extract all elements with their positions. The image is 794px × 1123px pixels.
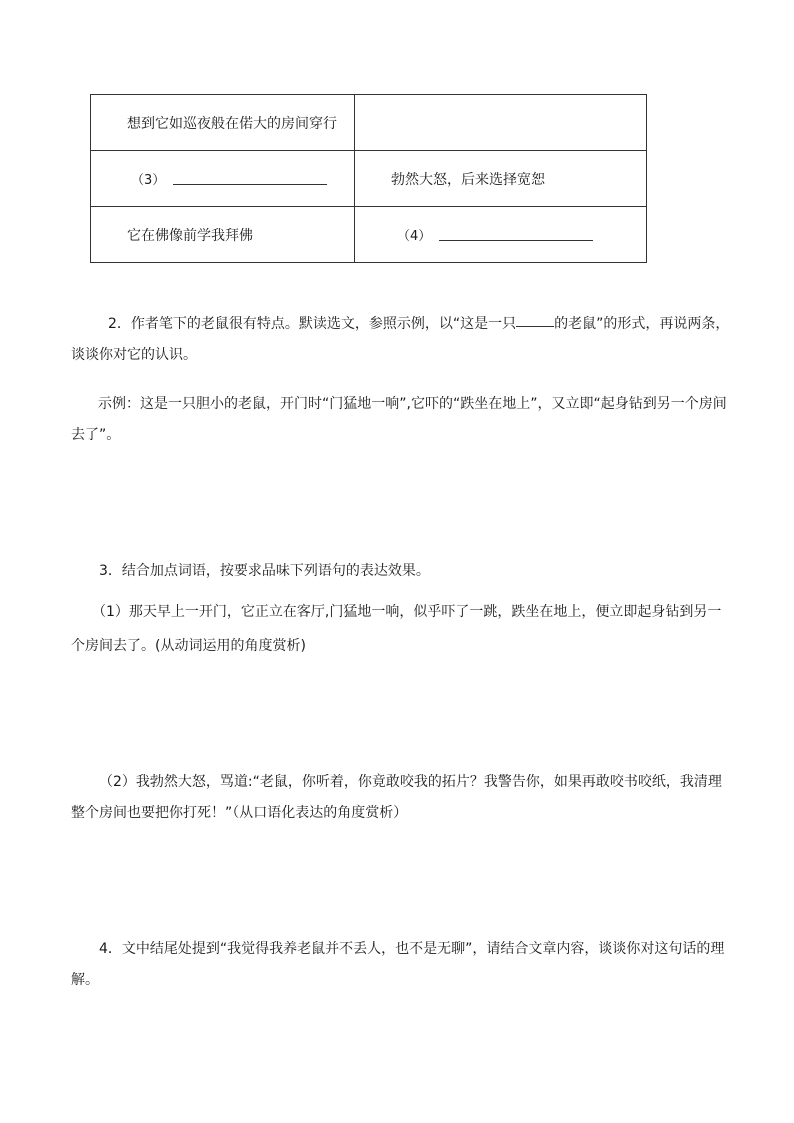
blank-number-label: （4） [397, 229, 432, 244]
answer-blank-line[interactable] [439, 239, 593, 241]
table-cell [91, 207, 355, 263]
question-3-sub-2-line-1: （2）我勃然大怒，骂道:“老鼠，你听着，你竟敢咬我的拓片？我警告你，如果再敢咬书咬纸，我清理 [99, 774, 722, 790]
cell-text: 勃然大怒，后来选择宽恕 [391, 171, 545, 188]
cell-text: 想到它如巡夜般在偌大的房间穿行 [127, 115, 337, 132]
table-cell [91, 151, 355, 207]
cell-blank-4 [355, 225, 646, 244]
table-cell [355, 207, 647, 263]
question-4-line-1: 4．文中结尾处提到“我觉得我养老鼠并不丢人，也不是无聊”，请结合文章内容，谈谈你对这句话的理 [99, 941, 725, 957]
table-row [91, 207, 647, 263]
cell-text: 它在佛像前学我拜佛 [127, 227, 253, 244]
question-4-line-2: 解。 [71, 972, 99, 988]
example-line-2: 去了”。 [71, 427, 121, 443]
cell-blank-3 [91, 169, 354, 188]
question-3-sub-1-line-2: 个房间去了。(从动词运用的角度赏析) [71, 638, 306, 654]
question-2-line-2: 谈谈你对它的认识。 [71, 347, 197, 363]
question-2-line-1 [108, 309, 760, 340]
example-line-1: 示例：这是一只胆小的老鼠，开门时“门猛地一响”,它吓的“跌坐在地上”，又立即“起身钻到另一个房间 [98, 396, 727, 412]
question-3-sub-1-line-1: （1）那天早上一开门，它正立在客厅,门猛地一响，似乎吓了一跳，跌坐在地上，便立即起身钻到另一 [92, 604, 722, 620]
table-row [91, 95, 647, 151]
table-cell [355, 151, 647, 207]
question-3-sub-2-line-2: 整个房间也要把你打死！”（从口语化表达的角度赏析） [71, 805, 408, 821]
blank-number-label: （3） [131, 173, 166, 188]
question-2-text-a: 2．作者笔下的老鼠很有特点。默读选文，参照示例，以“这是一只 [108, 316, 517, 332]
answer-table [90, 94, 647, 263]
table-row [91, 151, 647, 207]
table-cell [91, 95, 355, 151]
question-2-text-b: 的老鼠”的形式，再说两条， [554, 316, 730, 332]
question-3-title: 3．结合加点词语，按要求品味下列语句的表达效果。 [99, 563, 430, 579]
fill-in-blank[interactable] [516, 325, 554, 327]
answer-blank-line[interactable] [173, 183, 327, 185]
table-cell-empty[interactable] [355, 95, 647, 151]
